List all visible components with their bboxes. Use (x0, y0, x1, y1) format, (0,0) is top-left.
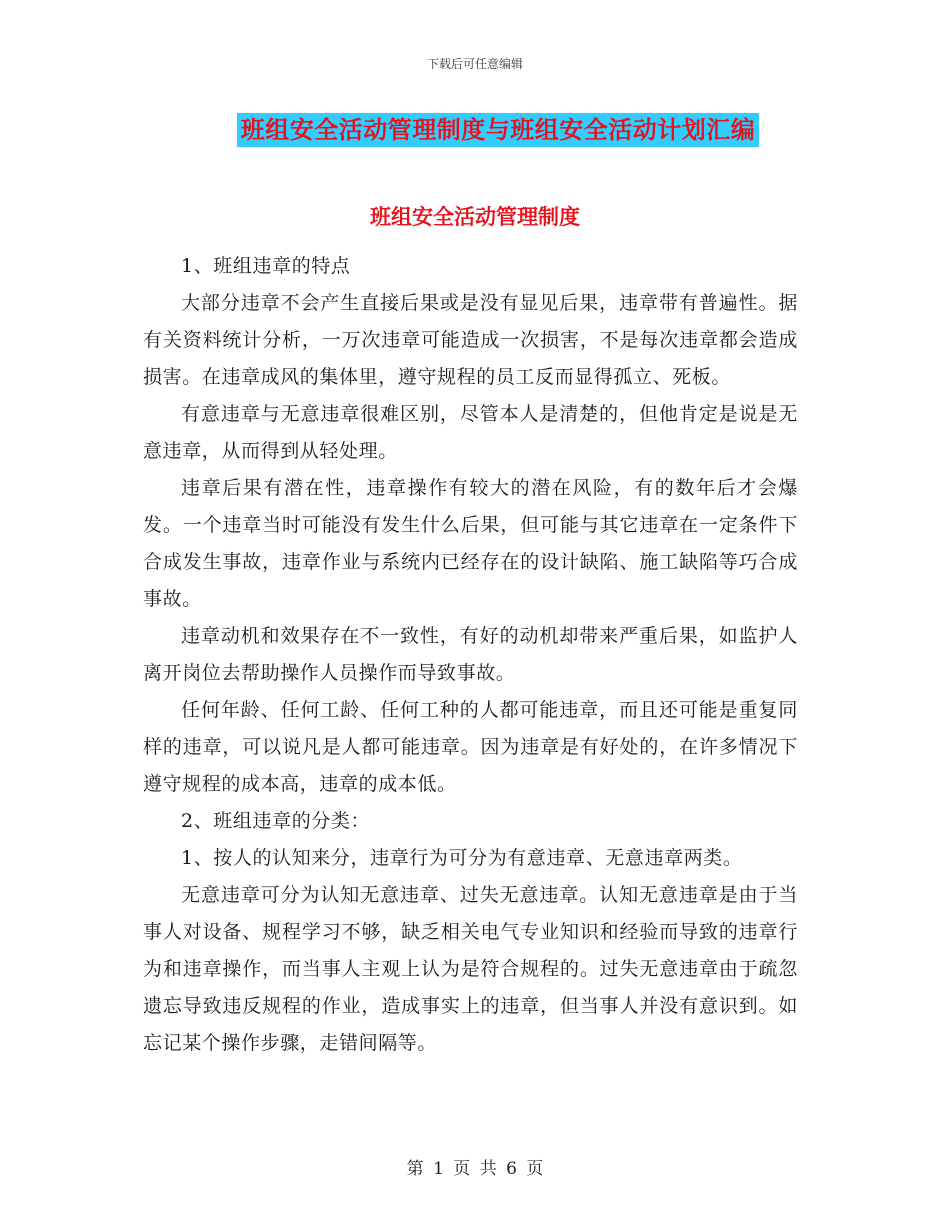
header-note: 下载后可任意编辑 (426, 57, 523, 71)
paragraph: 有意违章与无意违章很难区别，尽管本人是清楚的，但他肯定是说是无意违章，从而得到从轻处理。 (143, 403, 798, 462)
paragraph: 违章动机和效果存在不一致性，有好的动机却带来严重后果，如监护人离开岗位去帮助操作人员操作而导致事故。 (143, 625, 798, 684)
paragraph: 无意违章可分为认知无意违章、过失无意违章。认知无意违章是由于当事人对设备、规程学习不够，缺乏相关电气专业知识和经验而导致的违章行为和违章操作，而当事人主观上认为是符合规程的。过失无意违章由于疏忽遗忘导致违反规程的作业，造成事实上的违章，但当事人并没有意识到。如忘记某个操作步骤，走错间隔等。 (143, 884, 798, 1054)
paragraph: 违章后果有潜在性，违章操作有较大的潜在风险，有的数年后才会爆发。一个违章当时可能没有发生什么后果，但可能与其它违章在一定条件下合成发生事故，违章作业与系统内已经存在的设计缺陷、施工缺陷等巧合成事故。 (143, 477, 798, 610)
paragraph: 大部分违章不会产生直接后果或是没有显见后果，违章带有普遍性。据有关资料统计分析，一万次违章可能造成一次损害，不是每次违章都会造成损害。在违章成风的集体里，遵守规程的员工反而显得孤立、死板。 (143, 292, 798, 388)
paragraph-heading-2: 2、班组违章的分类： (181, 810, 371, 832)
main-title-container (0, 113, 950, 147)
paragraph: 任何年龄、任何工龄、任何工种的人都可能违章，而且还可能是重复同样的违章，可以说凡是人都可能违章。因为违章是有好处的，在许多情况下遵守规程的成本高，违章的成本低。 (143, 699, 798, 795)
paragraph-heading-1: 1、班组违章的特点 (181, 255, 351, 277)
document-body (143, 248, 798, 1062)
page-number: 第 1 页 共 6 页 (406, 1159, 544, 1179)
section-title: 班组安全活动管理制度 (370, 204, 580, 229)
document-title: 班组安全活动管理制度与班组安全活动计划汇编 (237, 113, 760, 147)
paragraph: 1、按人的认知来分，违章行为可分为有意违章、无意违章两类。 (181, 847, 743, 869)
